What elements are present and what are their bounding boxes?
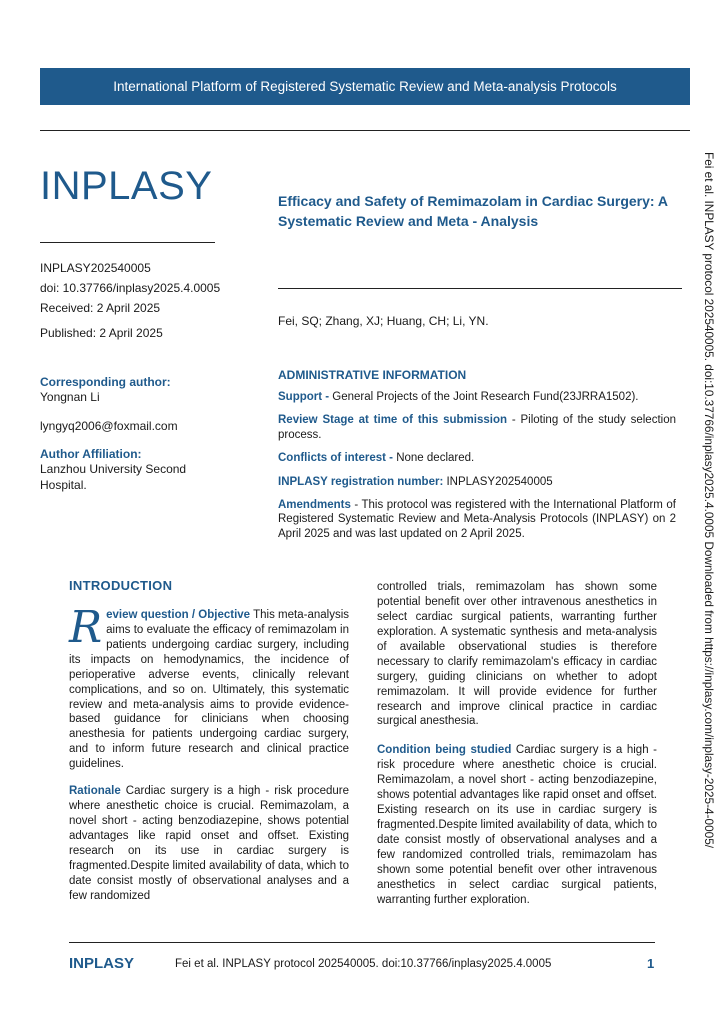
review-stage-label: Review Stage at time of this submission — [278, 414, 508, 427]
drop-cap: R — [69, 601, 103, 653]
support-label: Support - — [278, 391, 330, 403]
affiliation-label: Author Affiliation: — [40, 447, 142, 461]
rationale-continued: controlled trials, remimazolam has shown some potential benefit over other intravenous anesthetics in select cardiac surgical patients, warranting further exploration. A systematic synthesis and meta-analysis of available observational studies is therefore necessary to clarify remimazolam's efficacy in cardiac surgery, guiding clinicians on whether to adopt remimazolam. It will provide evidence for further research and improve clinical practice in cardiac surgical anesthesia. — [377, 581, 657, 728]
body-column-left — [69, 578, 349, 916]
review-stage-item — [278, 413, 676, 442]
support-item — [278, 390, 676, 404]
platform-banner — [40, 68, 690, 105]
corresponding-author-name: Yongnan Li — [40, 390, 100, 404]
amendments-text: - This protocol was registered with the International Platform of Registered Systematic Review and Meta-Analysis Protocols (INPLASY) on 2 April 2025 and was last updated on 2 April 2025. — [278, 498, 676, 540]
title-divider — [278, 288, 682, 289]
side-citation-text[interactable]: Fei et al. INPLASY protocol 202540005. doi:10.37766/inplasy2025.4.0005 Downloaded from https://inplasy.com/inplasy-2025-4-0005/ — [702, 152, 716, 849]
brand-divider — [40, 242, 215, 243]
footer-citation: Fei et al. INPLASY protocol 202540005. doi:10.37766/inplasy2025.4.0005 — [175, 958, 552, 970]
condition-text: Cardiac surgery is a high - risk procedure where anesthetic choice is crucial. Remimazolam, a novel short - acting benzodiazepine, shows potential advantages like rapid onset and offset. Existing research on its use in cardiac surgery is fragmented.Despite limited availability of data, which to date consist mostly of observational analyses and a few randomized controlled trials, remimazolam has shown some potential benefit over other intravenous anesthetics in select cardiac surgical patients, warranting further exploration. — [377, 744, 657, 906]
conflicts-item — [278, 451, 676, 465]
corresponding-email[interactable]: lyngyq2006@foxmail.com — [40, 419, 178, 433]
footer-divider — [69, 942, 655, 943]
banner-text: International Platform of Registered Systematic Review and Meta-analysis Protocols — [113, 79, 617, 94]
brand-logo: INPLASY — [40, 164, 213, 208]
rationale-label: Rationale — [69, 785, 121, 798]
article-title: Efficacy and Safety of Remimazolam in Cardiac Surgery: A Systematic Review and Meta - Analysis — [278, 193, 668, 229]
condition-paragraph — [377, 743, 657, 907]
doi[interactable]: doi: 10.37766/inplasy2025.4.0005 — [40, 281, 221, 295]
review-stage-text: - Piloting of the study selection process. — [278, 414, 676, 441]
body-column-right — [377, 580, 657, 920]
top-divider — [40, 130, 690, 131]
administrative-information — [278, 368, 676, 550]
corresponding-author-label: Corresponding author: — [40, 375, 171, 389]
page-number: 1 — [647, 956, 655, 971]
registration-item — [278, 475, 676, 489]
review-question-label: eview question / Objective — [106, 608, 251, 621]
condition-label: Condition being studied — [377, 744, 512, 757]
rationale-paragraph — [69, 784, 349, 904]
registration-label: INPLASY registration number: — [278, 475, 444, 488]
review-question-paragraph — [69, 601, 349, 772]
registration-text: INPLASY202540005 — [443, 475, 553, 488]
conflicts-label: Conflicts of interest - — [278, 452, 394, 465]
support-text: General Projects of the Joint Research Fund(23JRRA1502). — [329, 391, 639, 403]
introduction-heading: INTRODUCTION — [69, 578, 173, 593]
footer-brand: INPLASY — [69, 955, 135, 972]
review-question-text: This meta-analysis aims to evaluate the efficacy of remimazolam in patients undergoing cardiac surgery, including its impacts on hemodynamics, the incidence of perioperative adverse events, clinically relevant complications, and so on. Ultimately, this systematic review and meta-analysis aims to provide evidence-based guidance for clinicians when choosing anesthesia for patients undergoing cardiac surgery, and to inform future research and clinical practice guidelines. — [69, 608, 349, 771]
side-citation — [700, 152, 718, 892]
amendments-item — [278, 498, 676, 541]
amendments-label: Amendments — [278, 498, 351, 511]
conflicts-text: None declared. — [393, 452, 475, 465]
rationale-text: Cardiac surgery is a high - risk procedure where anesthetic choice is crucial. Remimazolam, a novel short - acting benzodiazepine, shows potential advantages like rapid onset and offset. Existing research on its use in cardiac surgery is fragmented.Despite limited availability of data, which to date consist mostly of observational analyses and a few randomized — [69, 785, 349, 902]
published-date: Published: 2 April 2025 — [40, 326, 163, 340]
received-date: Received: 2 April 2025 — [40, 301, 161, 315]
affiliation-text: Lanzhou University Second Hospital. — [40, 462, 187, 492]
protocol-id: INPLASY202540005 — [40, 261, 151, 275]
author-list: Fei, SQ; Zhang, XJ; Huang, CH; Li, YN. — [278, 314, 489, 328]
admin-heading: ADMINISTRATIVE INFORMATION — [278, 368, 467, 382]
